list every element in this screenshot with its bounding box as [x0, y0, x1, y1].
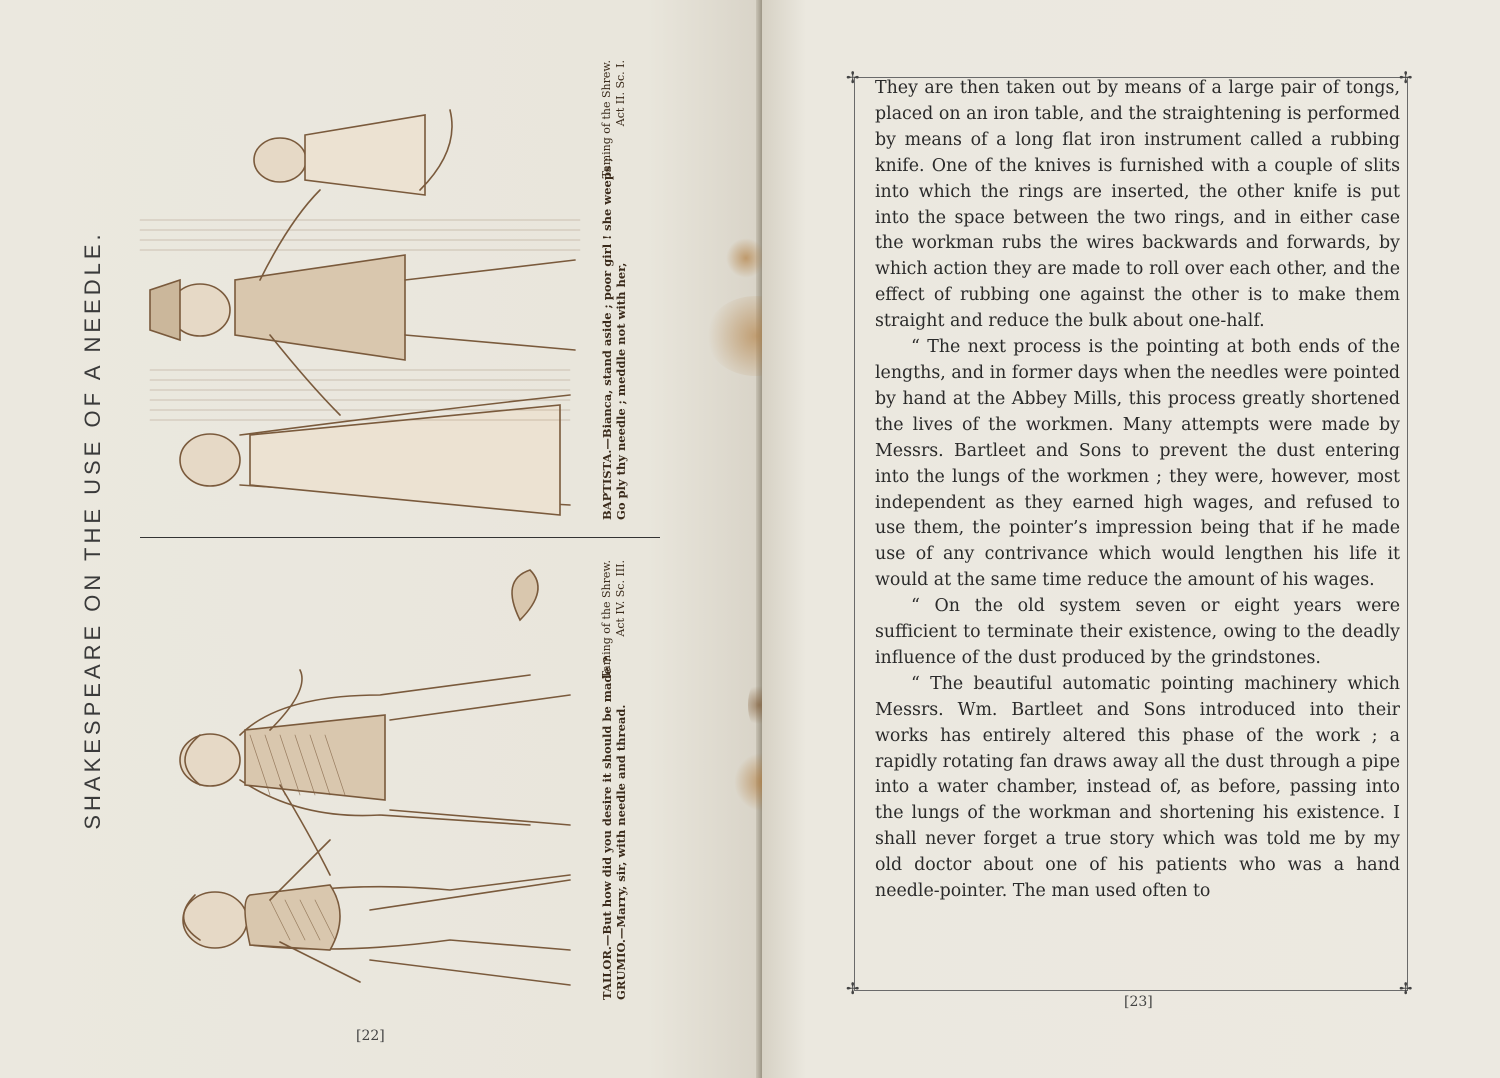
corner-ornament-icon: ✢: [846, 979, 860, 998]
corner-ornament-icon: ✢: [846, 68, 860, 87]
panel-divider: [140, 537, 660, 538]
source-line: Taming of the Shrew.: [600, 560, 613, 679]
paragraph: They are then taken out by means of a large pair of tongs, placed on an iron table, and the straightening is performed by means of a long flat iron instrument called a rubbing knife. One of the knives is furnished with a couple of slits into which the rings are inserted, the other knife is put into the space between the two rings, and in either case the workman rubs the wires backwards and forwards, by which action they are made to roll over each other, and the effect of rubbing one against the other is to make them straight and reduce the bulk about one-half.: [875, 78, 1400, 332]
caption-source: [600, 60, 628, 178]
source-line: Act II. Sc. I.: [614, 60, 627, 127]
page-number-left: [22]: [356, 1028, 385, 1044]
illustration-panel-baptista-bianca: [120, 60, 640, 520]
paragraph: “ On the old system seven or eight years were sufficient to terminate their existence, owing to the deadly influence of the dust produced by the grindstones.: [875, 596, 1400, 668]
right-page: [762, 0, 1500, 1078]
caption-line: BAPTISTA.—Bianca, stand aside ; poor girl ! she weeps ;: [600, 157, 614, 520]
illustration-panel-tailor-grumio: [120, 560, 640, 1000]
page-number-right: [23]: [1124, 994, 1153, 1010]
illustration-plate: [80, 60, 700, 1000]
illustration-plate-wrapper: [60, 40, 720, 1020]
caption-line: Go ply thy needle ; meddle not with her,: [614, 262, 628, 520]
caption-line: TAILOR.—But how did you desire it should be made ?: [600, 656, 614, 1000]
paragraph: “ The next process is the pointing at both ends of the lengths, and in former days when the needles were pointed by hand at the Abbey Mills, this process greatly shortened the lives of the workmen. Many attempts were made by Messrs. Bartleet and Sons to prevent the dust entering into the lungs of the workmen ; they were, however, most independent as they earned high wages, and refused to use them, the pointer’s impression being that if he made use of any contrivance which would lengthen his life it would at the same time reduce the amount of his wages.: [875, 337, 1400, 591]
foxing-stain: [726, 238, 766, 278]
corner-ornament-icon: ✢: [1399, 979, 1413, 998]
caption-line: GRUMIO.—Marry, sir, with needle and thread.: [614, 704, 628, 1000]
engraving-baptista-bianca: [120, 60, 590, 520]
source-line: Act IV. Sc. III.: [614, 560, 627, 637]
paragraph: “ The beautiful automatic pointing machinery which Messrs. Wm. Bartleet and Sons introduced into their works has entirely altered this phase of the work ; a rapidly rotating fan draws away all the dust through a pipe into a water chamber, instead of, as before, passing into the lungs of the workman and shortening his existence. I shall never forget a true story which was told me by my old doctor about one of his patients who was a hand needle-pointer. The man used often to: [875, 673, 1400, 902]
caption-baptista-bianca: [600, 60, 628, 520]
caption-tailor-grumio: [600, 560, 628, 1000]
plate-title: SHAKESPEARE ON THE USE OF A NEEDLE.: [80, 230, 105, 830]
corner-ornament-icon: ✢: [1399, 68, 1413, 87]
body-text: [875, 76, 1400, 905]
caption-source: [600, 560, 628, 678]
source-line: Taming of the Shrew.: [600, 60, 613, 179]
engraving-tailor-grumio: [120, 560, 590, 1000]
